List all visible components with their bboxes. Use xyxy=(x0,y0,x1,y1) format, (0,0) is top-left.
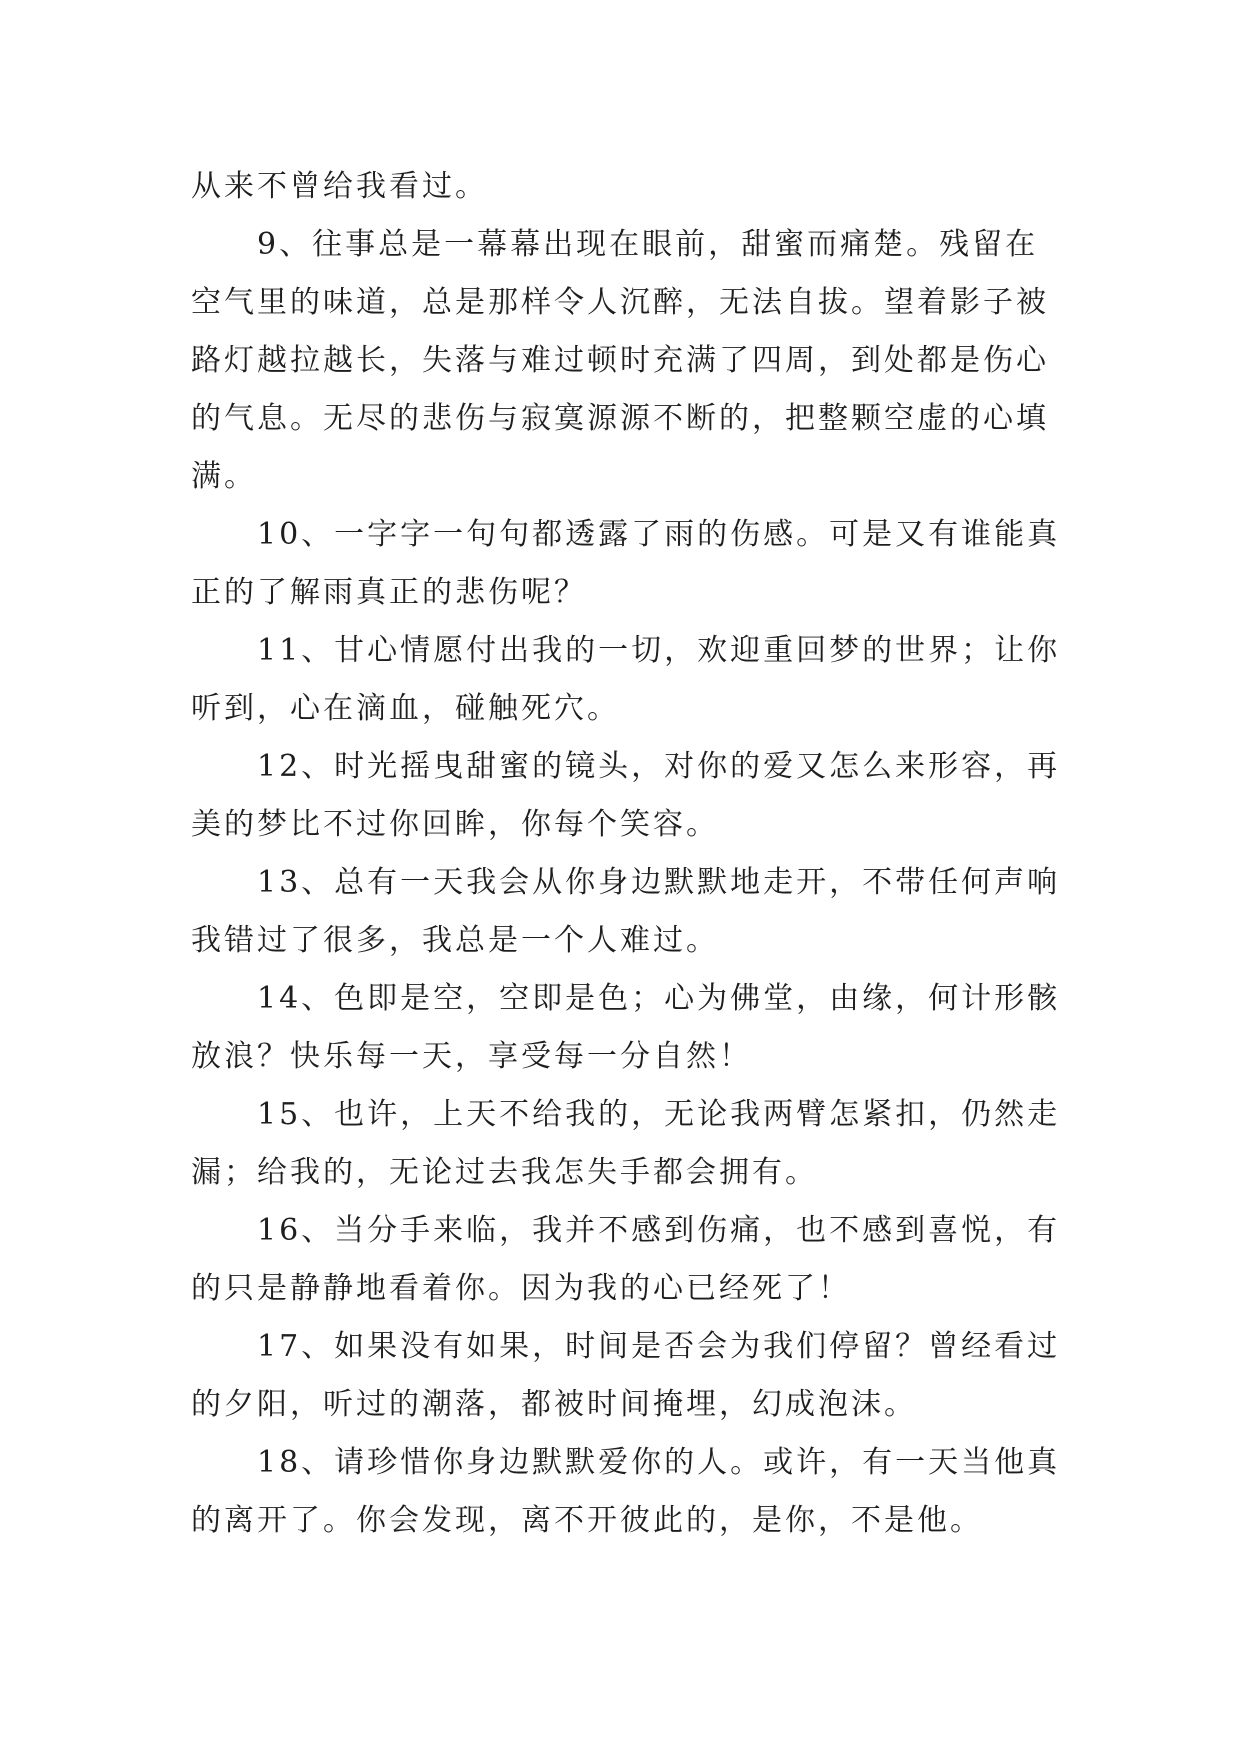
text-line: 15、也许，上天不给我的，无论我两臂怎紧扣，仍然走 xyxy=(257,1097,1061,1132)
text-line: 听到，心在滴血，碰触死穴。 xyxy=(191,691,620,726)
text-line: 12、时光摇曳甜蜜的镜头，对你的爱又怎么来形容，再 xyxy=(257,749,1061,784)
paragraph-10 xyxy=(191,506,1061,622)
text-line: 美的梦比不过你回眸，你每个笑容。 xyxy=(191,807,719,842)
text-line: 满。 xyxy=(191,459,257,494)
text-line: 正的了解雨真正的悲伤呢？ xyxy=(191,575,587,610)
text-line: 放浪？快乐每一天，享受每一分自然！ xyxy=(191,1039,752,1074)
text-line: 的夕阳，听过的潮落，都被时间掩埋，幻成泡沫。 xyxy=(191,1387,917,1422)
paragraph-14 xyxy=(191,970,1061,1086)
text-line: 的离开了。你会发现，离不开彼此的，是你，不是他。 xyxy=(191,1503,983,1538)
text-line: 18、请珍惜你身边默默爱你的人。或许，有一天当他真 xyxy=(257,1445,1061,1480)
text-line: 空气里的味道，总是那样令人沉醉，无法自拔。望着影子被 xyxy=(191,285,1049,320)
paragraph-9 xyxy=(191,216,1051,506)
paragraph-15 xyxy=(191,1086,1061,1202)
paragraph-18 xyxy=(191,1434,1061,1550)
text-line: 10、一字字一句句都透露了雨的伤感。可是又有谁能真 xyxy=(257,517,1061,552)
text-line: 从来不曾给我看过。 xyxy=(191,169,488,204)
text-line: 的只是静静地看着你。因为我的心已经死了！ xyxy=(191,1271,851,1306)
document-body xyxy=(191,158,1061,1550)
paragraph-0 xyxy=(191,158,1051,216)
text-line: 的气息。无尽的悲伤与寂寞源源不断的，把整颗空虚的心填 xyxy=(191,401,1049,436)
text-line: 16、当分手来临，我并不感到伤痛，也不感到喜悦，有 xyxy=(257,1213,1061,1248)
text-line: 路灯越拉越长，失落与难过顿时充满了四周，到处都是伤心 xyxy=(191,343,1049,378)
text-line: 9、往事总是一幕幕出现在眼前，甜蜜而痛楚。残留在 xyxy=(257,227,1039,262)
text-line: 17、如果没有如果，时间是否会为我们停留？曾经看过 xyxy=(257,1329,1061,1364)
text-line: 13、总有一天我会从你身边默默地走开，不带任何声响 xyxy=(257,865,1061,900)
paragraph-13 xyxy=(191,854,1061,970)
paragraph-11 xyxy=(191,622,1061,738)
paragraph-12 xyxy=(191,738,1061,854)
text-line: 漏；给我的，无论过去我怎失手都会拥有。 xyxy=(191,1155,818,1190)
text-line: 11、甘心情愿付出我的一切，欢迎重回梦的世界；让你 xyxy=(257,633,1061,668)
paragraph-17 xyxy=(191,1318,1061,1434)
text-line: 14、色即是空，空即是色；心为佛堂，由缘，何计形骸 xyxy=(257,981,1061,1016)
text-line: 我错过了很多，我总是一个人难过。 xyxy=(191,923,719,958)
paragraph-16 xyxy=(191,1202,1061,1318)
